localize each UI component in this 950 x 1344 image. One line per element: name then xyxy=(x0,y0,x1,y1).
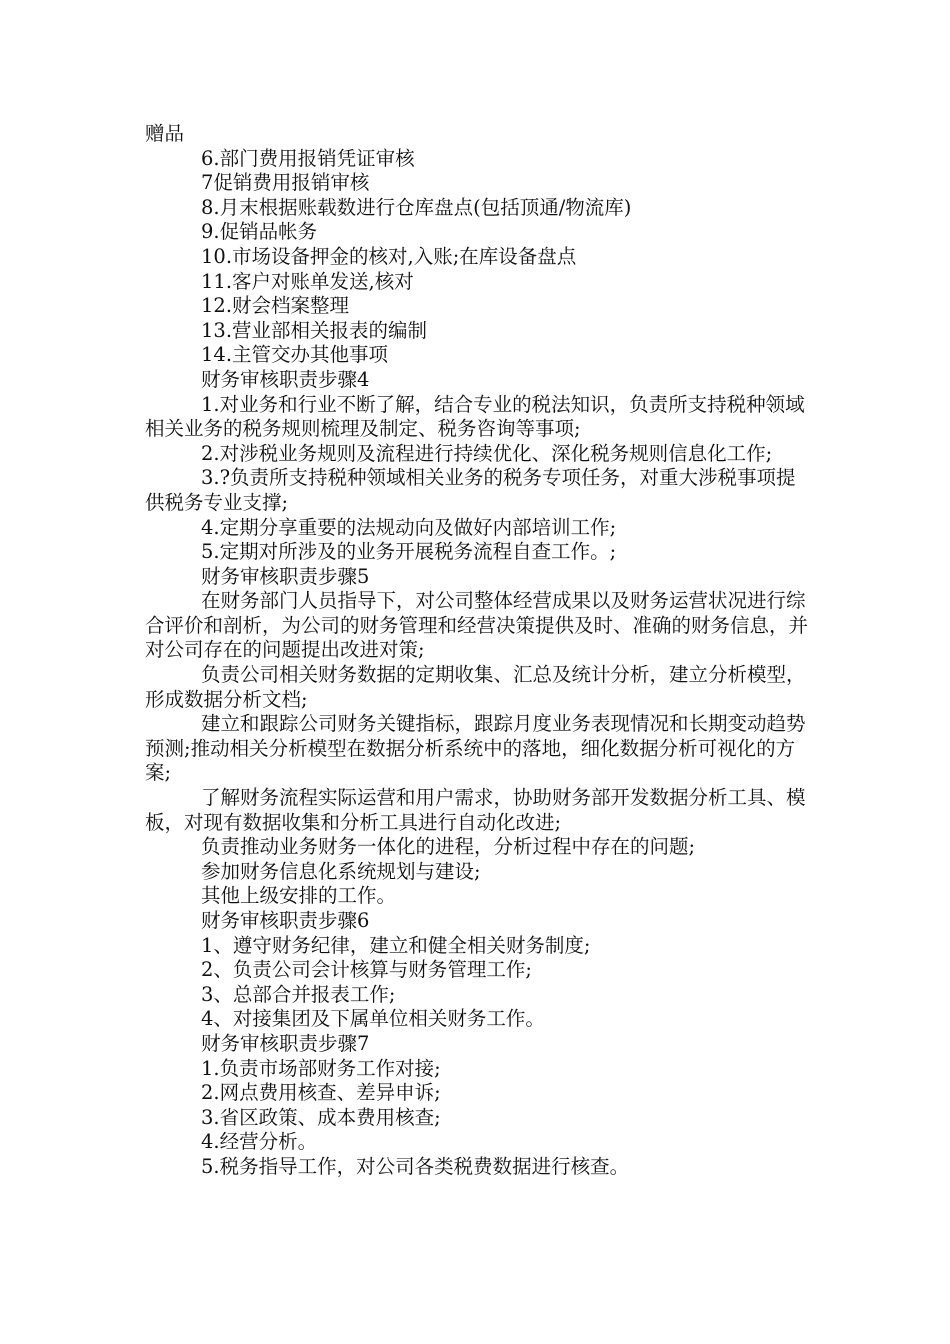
paragraph: 在财务部门人员指导下，对公司整体经营成果以及财务运营状况进行综合评价和剖析，为公司的财务管理和经营决策提供及时、准确的财务信息，并对公司存在的问题提出改进对策; xyxy=(145,589,809,662)
paragraph: 14.主管交办其他事项 xyxy=(201,343,389,367)
paragraph: 了解财务流程实际运营和用户需求，协助财务部开发数据分析工具、模板，对现有数据收集和分析工具进行自动化改进; xyxy=(145,786,806,834)
paragraph: 12.财会档案整理 xyxy=(201,294,350,318)
paragraph: 5.税务指导工作，对公司各类税费数据进行核查。 xyxy=(201,1154,630,1178)
paragraph: 2、负责公司会计核算与财务管理工作; xyxy=(201,958,532,982)
paragraph: 13.营业部相关报表的编制 xyxy=(201,318,428,342)
paragraph: 其他上级安排的工作。 xyxy=(201,884,397,908)
continuation-text: 赠品 xyxy=(145,122,185,145)
paragraph: 1、遵守财务纪律，建立和健全相关财务制度; xyxy=(201,933,591,957)
section-heading: 财务审核职责步骤7 xyxy=(201,1031,370,1055)
paragraph: 8.月末根据账载数进行仓库盘点(包括顶通/物流库) xyxy=(201,195,632,219)
section-heading: 财务审核职责步骤4 xyxy=(201,367,370,391)
paragraph: 2.网点费用核查、差异申诉; xyxy=(201,1081,441,1105)
paragraph: 4.定期分享重要的法规动向及做好内部培训工作; xyxy=(201,515,617,539)
paragraph: 4、对接集团及下属单位相关财务工作。 xyxy=(201,1007,545,1031)
paragraph: 3.?负责所支持税种领域相关业务的税务专项任务，对重大涉税事项提供税务专业支撑; xyxy=(145,466,796,514)
paragraph: 5.定期对所涉及的业务开展税务流程自查工作。; xyxy=(201,540,617,564)
section-heading: 财务审核职责步骤5 xyxy=(201,564,370,588)
paragraph: 7促销费用报销审核 xyxy=(201,171,370,195)
paragraph: 参加财务信息化系统规划与建设; xyxy=(201,859,481,883)
paragraph: 10.市场设备押金的核对,入账;在库设备盘点 xyxy=(201,244,577,268)
paragraph: 建立和跟踪公司财务关键指标，跟踪月度业务表现情况和长期变动趋势预测;推动相关分析模型在数据分析系统中的落地，细化数据分析可视化的方案; xyxy=(145,712,806,785)
paragraph: 9.促销品帐务 xyxy=(201,220,318,244)
paragraph: 11.客户对账单发送,核对 xyxy=(201,269,414,293)
paragraph: 4.经营分析。 xyxy=(201,1130,318,1154)
paragraph: 1.负责市场部财务工作对接; xyxy=(201,1056,441,1080)
paragraph: 负责推动业务财务一体化的进程，分析过程中存在的问题; xyxy=(201,835,696,859)
paragraph: 1.对业务和行业不断了解，结合专业的税法知识，负责所支持税种领域相关业务的税务规则梳理及制定、税务咨询等事项; xyxy=(145,392,805,441)
paragraph: 3.省区政策、成本费用核查; xyxy=(201,1105,441,1129)
paragraph: 负责公司相关财务数据的定期收集、汇总及统计分析，建立分析模型，形成数据分析文档; xyxy=(145,663,806,711)
paragraph: 3、总部合并报表工作; xyxy=(201,982,396,1006)
paragraph: 6.部门费用报销凭证审核 xyxy=(201,146,415,170)
section-heading: 财务审核职责步骤6 xyxy=(201,909,370,932)
document-body xyxy=(145,122,810,1180)
paragraph: 2.对涉税业务规则及流程进行持续优化、深化税务规则信息化工作; xyxy=(201,441,773,465)
